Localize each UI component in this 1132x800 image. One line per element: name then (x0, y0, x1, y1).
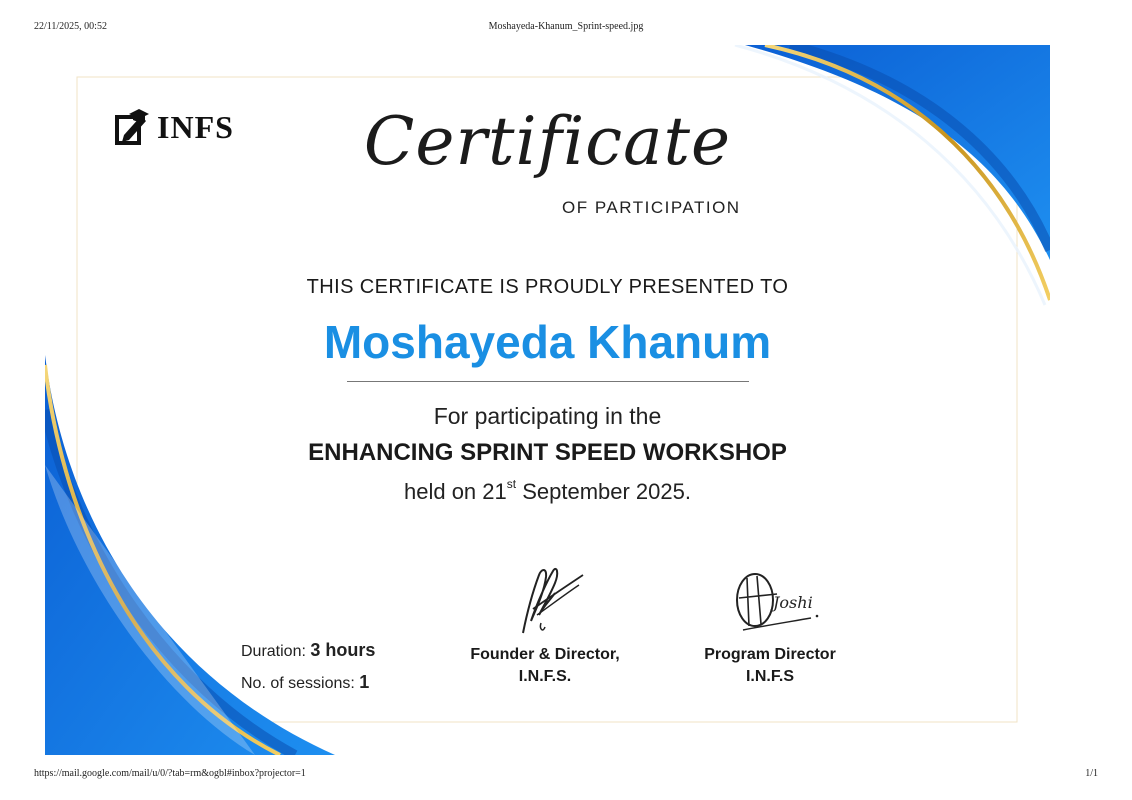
director-signature-block (685, 644, 855, 688)
program-director-signature (733, 570, 823, 636)
print-url: https://mail.google.com/mail/u/0/?tab=rm&ogbl#inbox?projector=1 (34, 768, 306, 779)
logo-text: INFS (157, 108, 234, 145)
founder-org: I.N.F.S. (518, 668, 572, 685)
print-filename: Moshayeda-Khanum_Sprint-speed.jpg (488, 21, 644, 32)
date-ordinal: st (506, 477, 517, 491)
presented-to-text: THIS CERTIFICATE IS PROUDLY PRESENTED TO (306, 276, 789, 298)
sessions-label: No. of sessions: (241, 675, 360, 692)
print-page-number: 1/1 (1085, 768, 1098, 779)
sessions-value: 1 (359, 672, 370, 692)
participation-text: For participating in the (433, 403, 662, 429)
recipient-name: Moshayeda Khanum (323, 316, 772, 368)
duration-label: Duration: (241, 643, 311, 660)
founder-signature-block (450, 644, 640, 688)
date-suffix: September 2025. (516, 479, 691, 504)
sessions-row (241, 667, 375, 699)
founder-role: Founder & Director, (470, 646, 620, 663)
signature-text: Joshi (773, 593, 813, 612)
certificate-subtitle: OF PARTICIPATION (562, 198, 741, 217)
founder-signature (513, 563, 585, 639)
certificate-meta (241, 635, 375, 699)
event-name: ENHANCING SPRINT SPEED WORKSHOP (308, 439, 787, 466)
director-org: I.N.F.S (745, 668, 794, 685)
certificate (45, 45, 1050, 755)
certificate-title: Certificate (363, 103, 732, 180)
director-role: Program Director (704, 646, 836, 663)
event-date (45, 479, 1050, 505)
print-datetime: 22/11/2025, 00:52 (34, 21, 107, 32)
duration-value: 3 hours (310, 640, 376, 660)
name-underline (347, 381, 749, 382)
date-prefix: held on 21 (403, 479, 507, 504)
duration-row (241, 635, 375, 667)
